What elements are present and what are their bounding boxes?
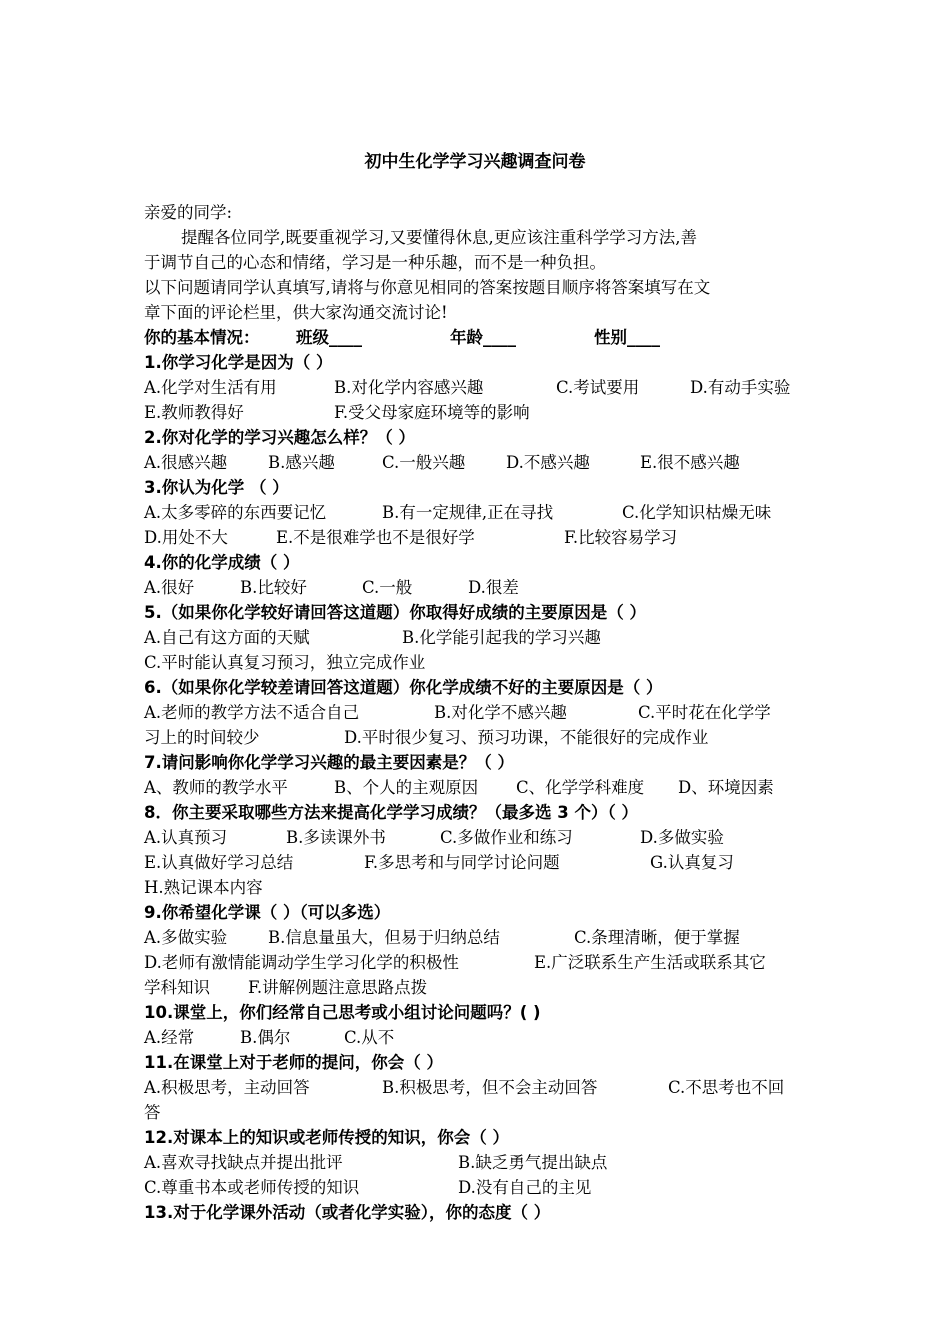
option[interactable]: E.不是很难学也不是很好学 — [276, 528, 475, 547]
option[interactable]: C.尊重书本或老师传授的知识 — [144, 1178, 360, 1197]
question-10-options-row-1 — [144, 1025, 812, 1050]
question-4-options-row-1 — [144, 575, 812, 600]
option[interactable]: 习上的时间较少 — [144, 728, 260, 747]
option[interactable]: D、环境因素 — [678, 778, 774, 797]
question-1-options-row-2 — [144, 400, 812, 425]
option[interactable]: F.受父母家庭环境等的影响 — [334, 403, 530, 422]
option[interactable]: B.多读课外书 — [286, 828, 386, 847]
gender-field[interactable]: 性别____ — [594, 328, 660, 347]
option[interactable]: D.有动手实验 — [690, 378, 791, 397]
option[interactable]: B.有一定规律,正在寻找 — [382, 503, 554, 522]
option[interactable]: E.广泛联系生产生活或联系其它 — [534, 953, 766, 972]
option[interactable]: H.熟记课本内容 — [144, 878, 263, 897]
question-12-options-row-1 — [144, 1150, 812, 1175]
question-1-options-row-1 — [144, 375, 812, 400]
option[interactable]: C.多做作业和练习 — [440, 828, 573, 847]
question-11-options-row-1 — [144, 1075, 812, 1100]
question-12-options-row-2 — [144, 1175, 812, 1200]
option[interactable]: B.缺乏勇气提出缺点 — [458, 1153, 608, 1172]
question-5: 5.（如果你化学较好请回答这道题）你取得好成绩的主要原因是（ ） — [144, 603, 646, 622]
option[interactable]: E.教师教得好 — [144, 403, 244, 422]
question-2-options-row-1 — [144, 450, 812, 475]
option[interactable]: B、个人的主观原因 — [334, 778, 479, 797]
option[interactable]: A.太多零碎的东西要记忆 — [144, 503, 327, 522]
option[interactable]: D.没有自己的主见 — [458, 1178, 592, 1197]
option[interactable]: C.平时花在化学学 — [638, 703, 771, 722]
question-8: 8．你主要采取哪些方法来提高化学学习成绩？（最多选 3 个）（ ） — [144, 803, 638, 822]
option[interactable]: C、化学学科难度 — [516, 778, 645, 797]
option[interactable]: C.一般兴趣 — [382, 453, 466, 472]
question-3-options-row-2 — [144, 525, 812, 550]
question-11-options-row-2 — [144, 1100, 812, 1125]
option[interactable]: C.化学知识枯燥无味 — [622, 503, 772, 522]
option[interactable]: C.考试要用 — [556, 378, 640, 397]
option[interactable]: D.不感兴趣 — [506, 453, 590, 472]
option[interactable]: B.对化学内容感兴趣 — [334, 378, 484, 397]
option-continuation: 答 — [144, 1103, 161, 1122]
option[interactable]: F.多思考和与同学讨论问题 — [364, 853, 560, 872]
option[interactable]: B.积极思考，但不会主动回答 — [382, 1078, 598, 1097]
option[interactable]: F.讲解例题注意思路点拨 — [248, 978, 428, 997]
option[interactable]: B.比较好 — [240, 578, 307, 597]
question-4: 4.你的化学成绩（ ） — [144, 553, 300, 572]
question-6-options-row-1 — [144, 700, 812, 725]
option[interactable]: A.化学对生活有用 — [144, 378, 277, 397]
question-2: 2.你对化学的学习兴趣怎么样？（ ） — [144, 428, 415, 447]
intro-paragraph-2-line-2: 章下面的评论栏里，供大家沟通交流讨论! — [144, 303, 448, 322]
option[interactable]: A.很好 — [144, 578, 195, 597]
option[interactable]: C.条理清晰，便于掌握 — [574, 928, 740, 947]
option[interactable]: D.老师有激情能调动学生学习化学的积极性 — [144, 953, 459, 972]
question-10: 10.课堂上，你们经常自己思考或小组讨论问题吗？( ) — [144, 1003, 541, 1022]
option[interactable]: F.比较容易学习 — [564, 528, 678, 547]
question-6-options-row-2 — [144, 725, 812, 750]
question-8-options-row-2 — [144, 850, 812, 875]
question-9-options-row-2 — [144, 950, 812, 975]
option[interactable]: A.喜欢寻找缺点并提出批评 — [144, 1153, 343, 1172]
option[interactable]: D.很差 — [468, 578, 519, 597]
question-1: 1.你学习化学是因为（ ） — [144, 353, 333, 372]
question-9-options-row-1 — [144, 925, 812, 950]
question-9: 9.你希望化学课（ ）（可以多选） — [144, 903, 391, 922]
option[interactable]: E.很不感兴趣 — [640, 453, 740, 472]
question-7: 7.请问影响你化学学习兴趣的最主要因素是？（ ） — [144, 753, 514, 772]
option[interactable]: A.很感兴趣 — [144, 453, 228, 472]
option[interactable]: A、教师的教学水平 — [144, 778, 288, 797]
option[interactable]: G.认真复习 — [650, 853, 734, 872]
age-field[interactable]: 年龄____ — [450, 328, 516, 347]
intro-paragraph-2-line-1: 以下问题请同学认真填写,请将与你意见相同的答案按题目顺序将答案填写在文 — [144, 278, 711, 297]
document-title: 初中生化学学习兴趣调查问卷 — [364, 152, 586, 172]
question-6: 6.（如果你化学较差请回答这道题）你化学成绩不好的主要原因是（ ） — [144, 678, 663, 697]
basic-info-label: 你的基本情况： — [144, 328, 260, 347]
option[interactable]: B.偶尔 — [240, 1028, 291, 1047]
class-field[interactable]: 班级____ — [296, 328, 362, 347]
option[interactable]: E.认真做好学习总结 — [144, 853, 294, 872]
option[interactable]: A.经常 — [144, 1028, 195, 1047]
document-body — [144, 200, 812, 1225]
question-11: 11.在课堂上对于老师的提问，你会（ ） — [144, 1053, 443, 1072]
option[interactable]: C.从不 — [344, 1028, 395, 1047]
option[interactable]: A.积极思考，主动回答 — [144, 1078, 310, 1097]
option[interactable]: B.感兴趣 — [268, 453, 335, 472]
question-5-options-row-2 — [144, 650, 812, 675]
option[interactable]: A.自己有这方面的天赋 — [144, 628, 310, 647]
intro-paragraph-1-line-2: 于调节自己的心态和情绪，学习是一种乐趣，而不是一种负担。 — [144, 253, 606, 272]
intro-paragraph-1-line-1: 提醒各位同学,既要重视学习,又要懂得休息,更应该注重科学学习方法,善 — [181, 228, 697, 247]
option[interactable]: B.信息量虽大，但易于归纳总结 — [268, 928, 500, 947]
question-9-options-row-3 — [144, 975, 812, 1000]
question-13: 13.对于化学课外活动（或者化学实验），你的态度（ ） — [144, 1203, 551, 1222]
option[interactable]: D.多做实验 — [640, 828, 724, 847]
question-8-options-row-3 — [144, 875, 812, 900]
option: 学科知识 — [144, 978, 210, 997]
option[interactable]: D.平时很少复习、预习功课，不能很好的完成作业 — [344, 728, 709, 747]
question-5-options-row-1 — [144, 625, 812, 650]
option[interactable]: B.对化学不感兴趣 — [434, 703, 567, 722]
option[interactable]: D.用处不大 — [144, 528, 228, 547]
option[interactable]: A.多做实验 — [144, 928, 228, 947]
question-7-options-row-1 — [144, 775, 812, 800]
question-3-options-row-1 — [144, 500, 812, 525]
question-3: 3.你认为化学 （ ） — [144, 478, 289, 497]
question-8-options-row-1 — [144, 825, 812, 850]
option[interactable]: A.认真预习 — [144, 828, 228, 847]
option[interactable]: C.一般 — [362, 578, 413, 597]
greeting: 亲爱的同学: — [144, 203, 233, 222]
option[interactable]: C.不思考也不回 — [668, 1078, 785, 1097]
option[interactable]: A.老师的教学方法不适合自己 — [144, 703, 360, 722]
question-12: 12.对课本上的知识或老师传授的知识，你会（ ） — [144, 1128, 509, 1147]
option[interactable]: C.平时能认真复习预习，独立完成作业 — [144, 653, 426, 672]
basic-info-row — [144, 325, 812, 350]
option[interactable]: B.化学能引起我的学习兴趣 — [402, 628, 601, 647]
